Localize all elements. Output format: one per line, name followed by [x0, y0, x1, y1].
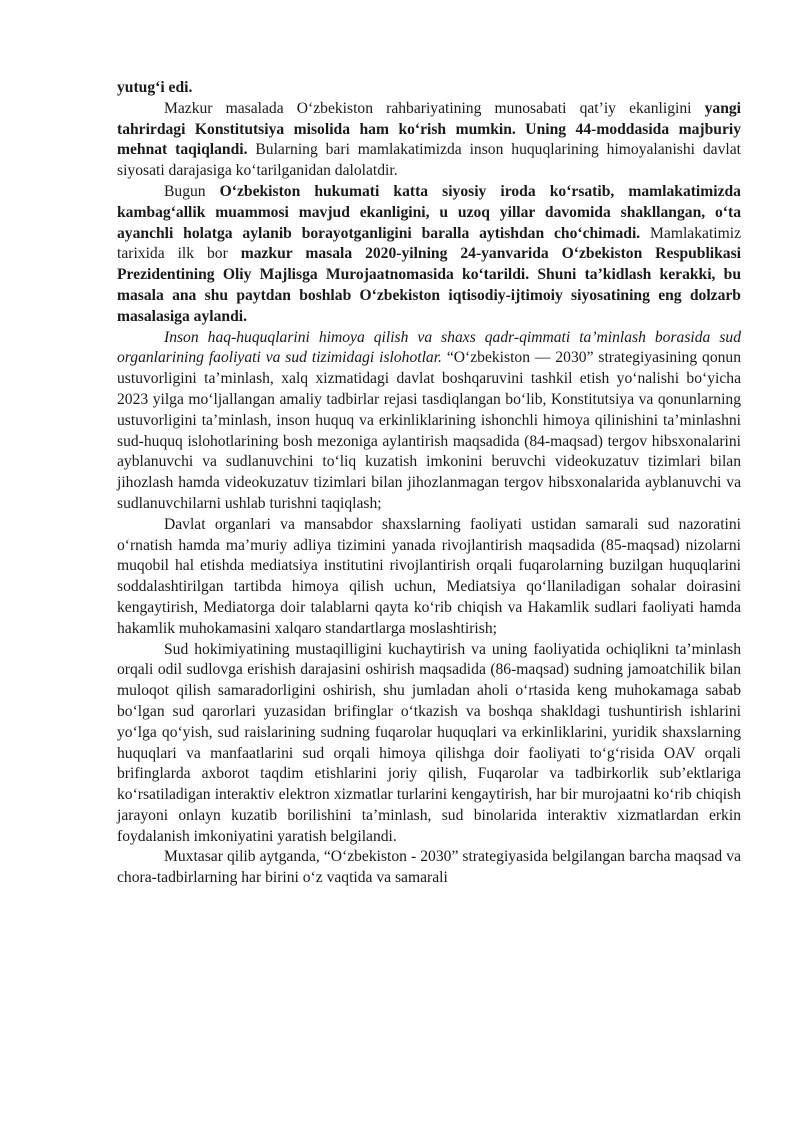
text-run: O‘zbekiston hukumati katta siyosiy iroda ko‘rsatib, mamlakatimizda kambag‘allik muammosi mavjud ekanligini, u uzoq yillar davomida shakllangan, o‘ta ayanchli holatga aylanib borayotganligini baralla aytishdan cho‘chimadi.	[117, 182, 741, 242]
text-run: yangi tahrirdagi Konstitutsiya misolida ham ko‘rish mumkin. Uning 44-moddasida majburiy mehnat taqiqlandi.	[117, 99, 741, 159]
text-run: Bugun	[164, 182, 220, 200]
paragraph-courts-84	[117, 328, 741, 515]
text-run: mazkur masala 2020-yilning 24-yanvarida O‘zbekiston Respublikasi Prezidentining Oliy Majlisga Murojaatnomasida ko‘tarildi. Shuni ta’kidlash kerakki, bu masala ana shu paytdan boshlab O‘zbekiston iqtisodiy-ijtimoiy siyosatining eng dolzarb masalasiga aylandi.	[117, 245, 741, 325]
text-run: Muxtasar qilib aytganda, “O‘zbekiston - 2030” strategiyasida belgilangan barcha maqsad va chora-tadbirlarning har birini o‘z vaqtida va samarali	[117, 848, 741, 887]
text-run: Sud hokimiyatining mustaqilligini kuchaytirish va uning faoliyatida ochiqlikni ta’minlash orqali odil sudlovga erishish darajasini oshirish maqsadida (86-maqsad) sudning jamoatchilik bilan muloqot qilish samaradorligini oshirish, shu jumladan aholi o‘rtasida keng muhokamaga sabab bo‘lgan sud qarorlari yuzasidan brifinglar o‘tkazish va boshqa shakldagi tushuntirish ishlarini yo‘lga qo‘yish, sud raislarining sudning fuqarolar huquqlari va erkinliklarini, yuridik shaxslarning huquqlari va manfaatlarini sud orqali himoya qilishga doir faoliyati to‘g‘risida OAV orqali brifinglarda axborot taqdim etishlarini joriy qilish, Fuqarolar va tadbirkorlik sub’ektlariga ko‘rsatiladigan interaktiv elektron xizmatlar turlarini kengaytirish, har bir murojaatni ko‘rib chiqish jarayoni onlayn kuzatib borilishini ta’minlash, sud binolarida interaktiv xizmatlardan erkin foydalanish imkoniyatini yaratish belgilandi.	[117, 640, 741, 845]
text-run: Mamlakatimiz tarixida ilk bor	[117, 224, 741, 263]
paragraph-constitution	[117, 99, 741, 182]
document-body	[117, 78, 741, 889]
text-run: yutug‘i edi.	[117, 79, 193, 96]
paragraph-poverty	[117, 182, 741, 328]
text-run: “O‘zbekiston — 2030” strategiyasining qonun ustuvorligini ta’minlash, xalq xizmatidagi davlat boshqaruvini tashkil etish yo‘nalishi bo‘yicha 2023 yilga mo‘ljallangan amaliy tadbirlar rejasi tasdiqlangan bo‘lib, Konstitutsiya va qonunlarning ustuvorligini ta’minlash, inson huquq va erkinliklarining ishonchli himoya qilinishini ta’minlashni sud-huquq islohotlarining bosh mezoniga aylantirish maqsadida (84-maqsad) tergov hibsxonalarini ayblanuvchi va sudlanuvchini to‘liq kuzatish imkonini beruvchi videokuzatuv tizimlari bilan jihozlash hamda videokuzatuv tizimlari bilan jihozlanmagan tergov hibsxonalarida ayblanuvchi va sudlanuvchilarni ushlab turishni taqiqlash;	[117, 349, 742, 512]
text-run: Mazkur masalada O‘zbekiston rahbariyatining munosabati qat’iy ekanligini	[164, 99, 705, 117]
text-run: Davlat organlari va mansabdor shaxslarning faoliyati ustidan samarali sud nazoratini o‘rnatish hamda ma’muriy adliya tizimini yanada rivojlantirish maqsadida (85-maqsad) nizolarni muqobil hal etishda mediatsiya institutini rivojlantirish orqali fuqarolarning buzilgan huquqlarini soddalashtirilgan tartibda himoya qilish uchun, Mediatsiya qo‘llaniladigan sohalar doirasini kengaytirish, Mediatorga doir talablarni qayta ko‘rib chiqish va Hakamlik sudlari faoliyati hamda hakamlik muhokamasini xalqaro standartlarga moslashtirish;	[117, 515, 741, 637]
paragraph-conclusion	[117, 847, 741, 889]
text-run: Bularning bari mamlakatimizda inson huquqlarining himoyalanishi davlat siyosati darajasiga ko‘tarilganidan dalolatdir.	[117, 141, 741, 180]
paragraph-mediation-85	[117, 515, 741, 640]
paragraph-continuation	[117, 78, 741, 99]
paragraph-judiciary-86	[117, 640, 741, 848]
text-run: Inson haq-huquqlarini himoya qilish va shaxs qadr-qimmati ta’minlash borasida sud organlarining faoliyati va sud tizimidagi islohotlar.	[117, 328, 741, 367]
